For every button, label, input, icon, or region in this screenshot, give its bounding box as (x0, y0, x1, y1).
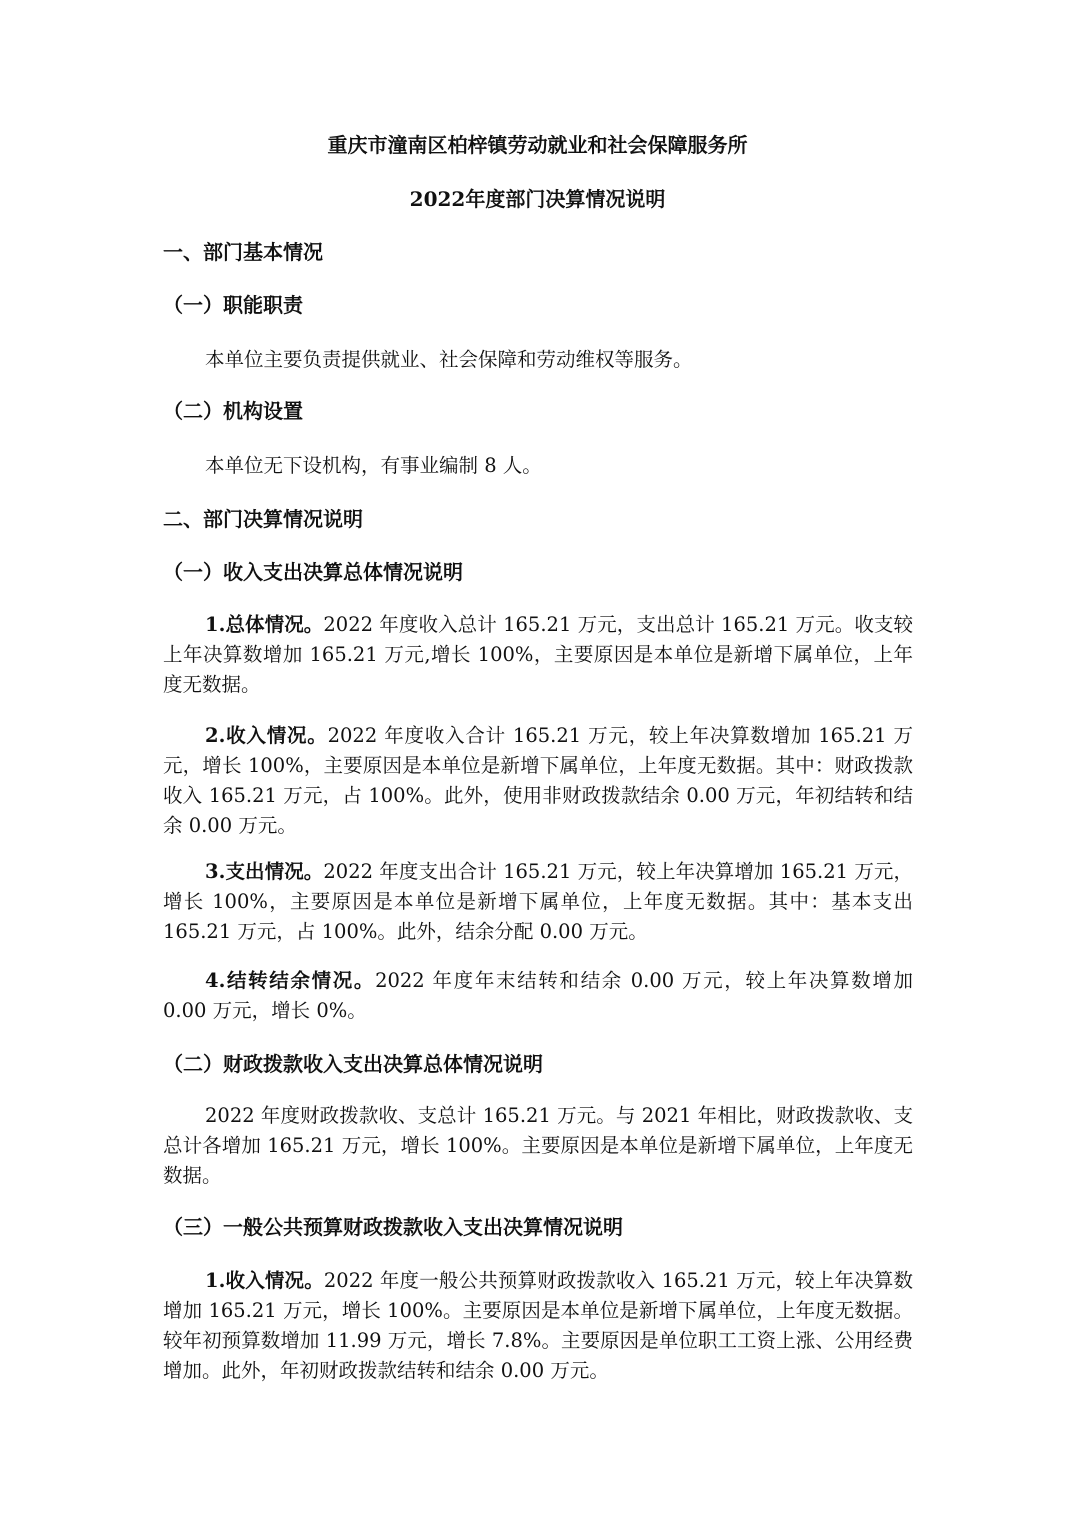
section1-heading: 一、部门基本情况 (163, 240, 323, 264)
paragraph-overall-text: 2022 年度收入总计 165.21 万元，支出总计 165.21 万元。收支较上年决算数增加 165.21 万元,增长 100%，主要原因是本单位是新增下属单位，上年度无数据。 (163, 613, 913, 696)
paragraph-general-budget-income-lead: 1.收入情况。 (205, 1269, 324, 1292)
document-title-line1: 重庆市潼南区柏梓镇劳动就业和社会保障服务所 (327, 133, 748, 157)
paragraph-carryover-lead: 4.结转结余情况。 (205, 969, 376, 992)
section2-sub2-heading: （二）财政拨款收入支出决算总体情况说明 (163, 1052, 543, 1076)
section2-sub2-text: 2022 年度财政拨款收、支总计 165.21 万元。与 2021 年相比，财政拨款收、支总计各增加 165.21 万元，增长 100%。主要原因是本单位是新增下属单位，上年度无数据。 (163, 1104, 913, 1187)
paragraph-expense-lead: 3.支出情况。 (205, 860, 324, 883)
paragraph-expense-text: 2022 年度支出合计 165.21 万元，较上年决算增加 165.21 万元，增长 100%，主要原因是本单位是新增下属单位，上年度无数据。其中：基本支出 165.21 万元，占 100%。此外，结余分配 0.00 万元。 (163, 860, 913, 943)
section2-sub3-heading: （三）一般公共预算财政拨款收入支出决算情况说明 (163, 1215, 623, 1239)
paragraph-general-budget-income-text: 2022 年度一般公共预算财政拨款收入 165.21 万元，较上年决算数增加 165.21 万元，增长 100%。主要原因是本单位是新增下属单位，上年度无数据。较年初预算数增加 11.99 万元，增长 7.8%。主要原因是单位职工工资上涨、公用经费增加。此外，年初财政拨款结转和结余 0.00 万元。 (163, 1269, 914, 1382)
paragraph-carryover-text: 2022 年度年末结转和结余 0.00 万元，较上年决算数增加 0.00 万元，增长 0%。 (163, 969, 914, 1022)
paragraph-overall-lead: 1.总体情况。 (205, 613, 324, 636)
section2-sub1-heading: （一）收入支出决算总体情况说明 (163, 560, 463, 584)
section1-sub1-heading: （一）职能职责 (163, 293, 303, 317)
paragraph-income-text: 2022 年度收入合计 165.21 万元，较上年决算数增加 165.21 万元，增长 100%，主要原因是本单位是新增下属单位，上年度无数据。其中：财政拨款收入 165.21 万元，占 100%。此外，使用非财政拨款结余 0.00 万元，年初结转和结余 0.00 万元。 (163, 724, 913, 837)
paragraph-general-budget-income (163, 1266, 913, 1386)
paragraph-overall (163, 610, 913, 700)
section1-sub1-text: 本单位主要负责提供就业、社会保障和劳动维权等服务。 (205, 348, 693, 371)
paragraph-income (163, 721, 913, 841)
section2-heading: 二、部门决算情况说明 (163, 507, 363, 531)
document-title-line2: 2022年度部门决算情况说明 (409, 187, 666, 211)
section1-sub2-heading: （二）机构设置 (163, 399, 303, 423)
paragraph-carryover (163, 966, 913, 1026)
section1-sub2-text: 本单位无下设机构，有事业编制 8 人。 (205, 454, 542, 477)
paragraph-income-lead: 2.收入情况。 (205, 724, 328, 747)
paragraph-expense (163, 857, 913, 947)
